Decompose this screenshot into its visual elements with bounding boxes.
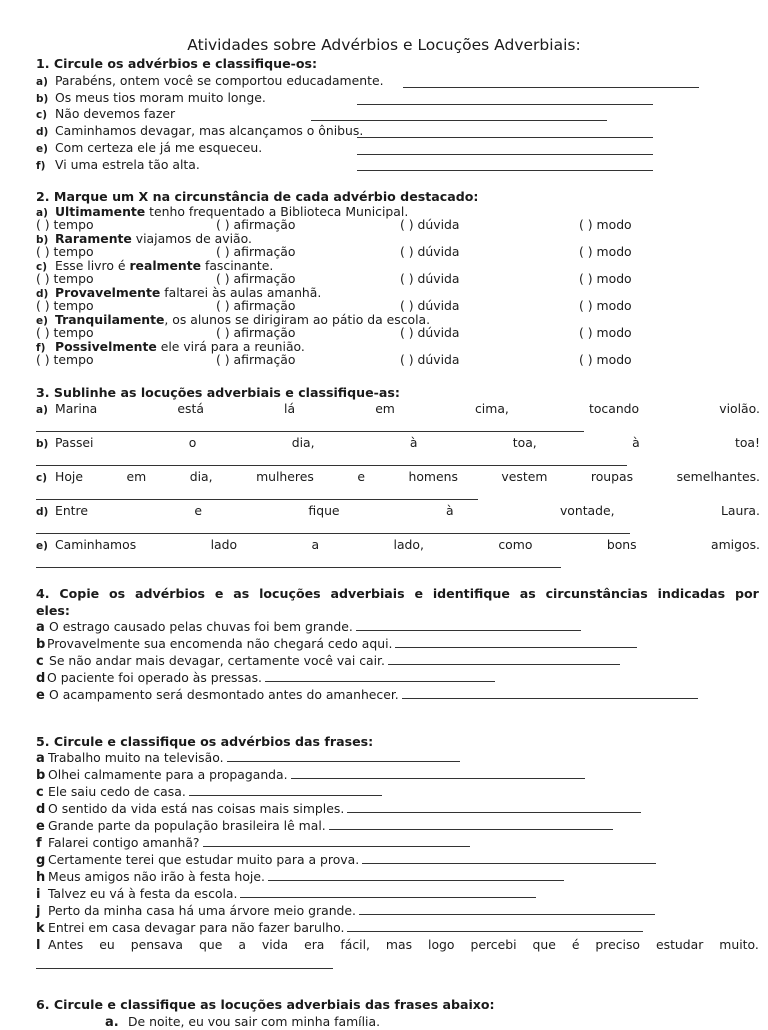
q5-item-l (36, 937, 759, 953)
q5-item-marker: j (36, 904, 41, 919)
q5-item-j (36, 903, 655, 919)
q3-word: tocando (588, 401, 640, 416)
q5-answer-line-l[interactable] (36, 968, 333, 969)
q4-answer-line-c[interactable] (388, 663, 620, 665)
q3-word: a (311, 537, 320, 552)
q3-word: está (177, 401, 204, 416)
q2-option-tempo-e[interactable]: ( ) tempo (36, 325, 94, 340)
q3-answer-line-e[interactable] (36, 567, 561, 568)
q2-item-text-post: ele virá para a reunião. (156, 339, 305, 354)
q4-item-marker: b (36, 637, 46, 652)
q4-item-marker: c (36, 654, 44, 669)
q1-item-a: a) Parabéns, ontem você se comportou educadamente. (36, 73, 384, 88)
q5-item-marker: c (36, 785, 44, 800)
q4-heading-word: e (214, 586, 224, 601)
q5-item-marker: f (36, 836, 42, 851)
q5-item-b (36, 767, 585, 783)
q3-answer-line-a[interactable] (36, 431, 584, 432)
q2-item-text-post: , os alunos se dirigiram ao pátio da escola. (164, 312, 431, 327)
q5-word: estudar (655, 937, 704, 952)
q1-answer-line-e[interactable] (357, 154, 653, 155)
q4-item-a (36, 619, 581, 635)
q4-heading-word: adverbiais (330, 586, 405, 601)
q3-word: vestem (501, 469, 548, 484)
q5-answer-line-c[interactable] (189, 794, 382, 796)
q2-item-text-post: viajamos de avião. (131, 231, 252, 246)
q2-option-modo-f[interactable]: ( ) modo (579, 352, 632, 367)
q4-item-text: O acampamento será desmontado antes do amanhecer. (49, 687, 399, 702)
q4-heading-word: os (109, 586, 126, 601)
q5-item-text: Ele saiu cedo de casa. (48, 784, 186, 799)
q1-item-f: f) Vi uma estrela tão alta. (36, 157, 200, 172)
q5-answer-line-f[interactable] (203, 845, 470, 847)
q5-item-marker: a (36, 751, 45, 766)
q3-word: como (498, 537, 533, 552)
q3-word: lado (210, 537, 238, 552)
q2-option-afirmacao-d[interactable]: ( ) afirmação (216, 298, 296, 313)
q4-answer-line-b[interactable] (395, 646, 637, 648)
q3-word: Passei (55, 435, 94, 450)
q3-item-e (36, 537, 760, 552)
q2-option-afirmacao-e[interactable]: ( ) afirmação (216, 325, 296, 340)
q4-answer-line-d[interactable] (265, 680, 495, 682)
q3-item-marker: b) (36, 438, 49, 450)
q5-answer-line-j[interactable] (359, 913, 655, 915)
q4-answer-line-e[interactable] (402, 697, 698, 699)
q2-option-afirmacao-a[interactable]: ( ) afirmação (216, 217, 296, 232)
q2-highlighted-adverb: Provavelmente (55, 285, 161, 300)
q4-item-marker: d (36, 671, 46, 686)
q4-item-marker: a (36, 620, 45, 635)
q1-item-c: c) Não devemos fazer (36, 106, 176, 121)
q3-item-d (36, 503, 760, 518)
q5-item-e (36, 818, 613, 834)
q5-item-text: Grande parte da população brasileira lê mal. (48, 818, 326, 833)
q5-item-text: Trabalho muito na televisão. (48, 750, 224, 765)
q3-word: bons (606, 537, 637, 552)
q5-answer-line-k[interactable] (347, 930, 643, 932)
q4-item-text: Provavelmente sua encomenda não chegará cedo aqui. (47, 636, 393, 651)
q3-word: em (126, 469, 147, 484)
q4-item-b (36, 636, 637, 652)
q3-word: fique (308, 503, 340, 518)
q2-highlighted-adverb: realmente (129, 258, 202, 273)
q4-heading-word: as (233, 586, 250, 601)
q4-heading-word: indicadas (657, 586, 726, 601)
q3-word: toa, (512, 435, 537, 450)
q5-item-k (36, 920, 643, 936)
q3-word: em (375, 401, 395, 416)
q5-item-i (36, 886, 536, 902)
q3-word: semelhantes. (676, 469, 760, 484)
q4-heading-line2: eles: (36, 603, 70, 618)
q2-item-marker: f) (36, 342, 46, 354)
q2-option-tempo-f[interactable]: ( ) tempo (36, 352, 94, 367)
q1-answer-line-a[interactable] (403, 87, 699, 88)
q2-item-marker: a) (36, 207, 48, 219)
q5-answer-line-d[interactable] (347, 811, 641, 813)
q6-heading: 6. Circule e classifique as locuções adverbiais das frases abaixo: (36, 997, 495, 1012)
q3-word: lado, (393, 537, 424, 552)
q3-word: Caminhamos (55, 537, 137, 552)
q5-word: que (532, 937, 556, 952)
q5-word: a (238, 937, 246, 952)
q3-word: e (194, 503, 203, 518)
q3-item-marker: c) (36, 472, 48, 484)
q5-word: preciso (595, 937, 641, 952)
q3-answer-line-c[interactable] (36, 499, 478, 500)
q5-answer-line-b[interactable] (291, 777, 585, 779)
q4-heading-word: 4. (36, 586, 50, 601)
q2-highlighted-adverb: Ultimamente (55, 204, 146, 219)
q3-word: vontade, (559, 503, 615, 518)
q3-word: Laura. (720, 503, 760, 518)
q3-word: amigos. (711, 537, 760, 552)
q5-item-marker: k (36, 921, 45, 936)
q1-answer-line-b[interactable] (357, 104, 653, 105)
q3-heading: 3. Sublinhe as locuções adverbiais e classifique-as: (36, 385, 400, 400)
q3-word: dia, (291, 435, 315, 450)
q5-item-marker: g (36, 853, 46, 868)
q2-option-modo-d[interactable]: ( ) modo (579, 298, 632, 313)
q2-option-modo-c[interactable]: ( ) modo (579, 271, 632, 286)
q4-heading-word: circunstâncias (545, 586, 648, 601)
q5-word: era (304, 937, 325, 952)
q2-option-tempo-a[interactable]: ( ) tempo (36, 217, 94, 232)
q3-word: roupas (590, 469, 634, 484)
q5-word: é (571, 937, 580, 952)
q5-answer-line-e[interactable] (329, 828, 613, 830)
q3-word (36, 537, 136, 552)
q4-heading-word: Copie (59, 586, 100, 601)
q5-item-marker: d (36, 802, 46, 817)
q5-item-c (36, 784, 382, 800)
q5-word: mas (385, 937, 413, 952)
page-title: Atividades sobre Advérbios e Locuções Adverbiais: (187, 36, 581, 54)
q1-item-b: b) Os meus tios moram muito longe. (36, 90, 266, 105)
q1-answer-line-c[interactable] (311, 120, 607, 121)
q3-word: cima, (475, 401, 509, 416)
q1-answer-line-f[interactable] (357, 170, 653, 171)
q3-word: e (357, 469, 365, 484)
q2-option-afirmacao-f[interactable]: ( ) afirmação (216, 352, 296, 367)
q5-word: que (199, 937, 223, 952)
q2-highlighted-adverb: Raramente (55, 231, 132, 246)
q5-item-a (36, 750, 460, 766)
q3-item-marker: e) (36, 540, 48, 552)
q3-word: à (409, 435, 418, 450)
q3-word: à (445, 503, 454, 518)
q4-item-text: Se não andar mais devagar, certamente você vai cair. (49, 653, 385, 668)
q2-option-tempo-c[interactable]: ( ) tempo (36, 271, 94, 286)
q5-word: eu (99, 937, 115, 952)
q2-option-modo-a[interactable]: ( ) modo (579, 217, 632, 232)
q5-item-text: Perto da minha casa há uma árvore meio grande. (48, 903, 356, 918)
q5-item-marker: b (36, 768, 46, 783)
q4-item-text: O estrago causado pelas chuvas foi bem grande. (49, 619, 353, 634)
q5-item-g (36, 852, 656, 868)
q5-item-text: Certamente terei que estudar muito para a prova. (48, 852, 360, 867)
q3-word (36, 401, 97, 416)
q4-item-marker: e (36, 688, 45, 703)
q2-option-modo-b[interactable]: ( ) modo (579, 244, 632, 259)
q5-item-text: O sentido da vida está nas coisas mais simples. (48, 801, 345, 816)
q3-word: Hoje (55, 469, 83, 484)
q3-word: mulheres (256, 469, 314, 484)
q3-word: lá (284, 401, 296, 416)
q4-heading-word: por (735, 586, 759, 601)
q1-item-e: e) Com certeza ele já me esqueceu. (36, 140, 263, 155)
q5-answer-line-h[interactable] (268, 879, 564, 881)
q4-item-c (36, 653, 620, 669)
q2-item-marker: b) (36, 234, 49, 246)
q5-item-text: Meus amigos não irão à festa hoje. (48, 869, 265, 884)
q2-option-duvida-c[interactable]: ( ) dúvida (400, 271, 460, 286)
q1-answer-line-d[interactable] (357, 137, 653, 138)
q5-word: fácil, (340, 937, 370, 952)
q5-item-text: Olhei calmamente para a propaganda. (48, 767, 288, 782)
q4-item-text: O paciente foi operado às pressas. (47, 670, 262, 685)
q3-word: Marina (55, 401, 98, 416)
q5-item-f (36, 835, 470, 851)
q5-item-d (36, 801, 641, 817)
q3-word: o (188, 435, 197, 450)
q5-item-marker: l (36, 938, 41, 953)
q3-item-a (36, 401, 760, 416)
q4-heading-word: as (519, 586, 536, 601)
q5-word: pensava (130, 937, 184, 952)
q2-item-marker: e) (36, 315, 48, 327)
q2-option-duvida-a[interactable]: ( ) dúvida (400, 217, 460, 232)
q4-heading-word: identifique (432, 586, 510, 601)
q5-item-text: Falarei contigo amanhã? (48, 835, 200, 850)
q4-heading-line1 (36, 586, 759, 601)
q5-item-h (36, 869, 564, 885)
q5-word (36, 937, 83, 953)
q2-option-duvida-f[interactable]: ( ) dúvida (400, 352, 460, 367)
q5-item-text: Entrei em casa devagar para não fazer barulho. (48, 920, 345, 935)
q2-item-text-pre: Esse livro é (55, 258, 130, 273)
q5-answer-line-g[interactable] (362, 862, 656, 864)
q2-item-marker: d) (36, 288, 49, 300)
q5-item-marker: h (36, 870, 46, 885)
q2-highlighted-adverb: Possivelmente (55, 339, 157, 354)
q2-highlighted-adverb: Tranquilamente (55, 312, 165, 327)
q2-item-text-post: faltarei às aulas amanhã. (160, 285, 322, 300)
q1-item-d: d) Caminhamos devagar, mas alcançamos o ônibus. (36, 123, 364, 138)
q3-item-marker: d) (36, 506, 49, 518)
q5-item-marker: e (36, 819, 45, 834)
q3-word: violão. (719, 401, 760, 416)
q2-option-afirmacao-b[interactable]: ( ) afirmação (216, 244, 296, 259)
q3-word (36, 469, 83, 484)
q6-item-a: a. De noite, eu vou sair com minha família. (105, 1014, 381, 1030)
q5-item-marker: i (36, 887, 41, 902)
q3-word: toa! (734, 435, 760, 450)
q5-word: logo (428, 937, 455, 952)
q3-answer-line-b[interactable] (36, 465, 627, 466)
q2-option-tempo-d[interactable]: ( ) tempo (36, 298, 94, 313)
q2-option-duvida-e[interactable]: ( ) dúvida (400, 325, 460, 340)
q5-answer-line-a[interactable] (227, 760, 460, 762)
q3-word: homens (408, 469, 458, 484)
q5-word: Antes (48, 937, 84, 952)
q3-word (36, 503, 88, 518)
q4-answer-line-a[interactable] (356, 629, 581, 631)
q1-heading: 1. Circule os advérbios e classifique-os: (36, 56, 318, 71)
q4-heading-word: locuções (259, 586, 321, 601)
q5-heading: 5. Circule e classifique os advérbios das frases: (36, 734, 374, 749)
q4-item-d (36, 670, 495, 686)
q2-item-text-post: tenho frequentado a Biblioteca Municipal. (145, 204, 409, 219)
q2-option-duvida-b[interactable]: ( ) dúvida (400, 244, 460, 259)
q3-word: Entre (55, 503, 88, 518)
q3-item-marker: a) (36, 404, 48, 416)
q2-option-duvida-d[interactable]: ( ) dúvida (400, 298, 460, 313)
q2-option-tempo-b[interactable]: ( ) tempo (36, 244, 94, 259)
q5-word: percebi (470, 937, 517, 952)
q2-option-afirmacao-c[interactable]: ( ) afirmação (216, 271, 296, 286)
q3-word: à (632, 435, 640, 450)
q5-word: vida (261, 937, 289, 952)
q5-word: muito. (719, 937, 759, 952)
q5-answer-line-i[interactable] (240, 896, 536, 898)
q3-item-c (36, 469, 760, 484)
q2-item-marker: c) (36, 261, 48, 273)
q2-option-modo-e[interactable]: ( ) modo (579, 325, 632, 340)
q3-word (36, 435, 93, 450)
q4-heading-word: e (414, 586, 423, 601)
q3-word: dia, (189, 469, 213, 484)
q4-item-e (36, 687, 698, 703)
q4-heading-word: advérbios (135, 586, 205, 601)
q3-item-b (36, 435, 760, 450)
q2-item-text-post: fascinante. (201, 258, 274, 273)
q3-answer-line-d[interactable] (36, 533, 630, 534)
q5-item-text: Talvez eu vá à festa da escola. (48, 886, 238, 901)
q2-heading: 2. Marque um X na circunstância de cada advérbio destacado: (36, 189, 479, 204)
